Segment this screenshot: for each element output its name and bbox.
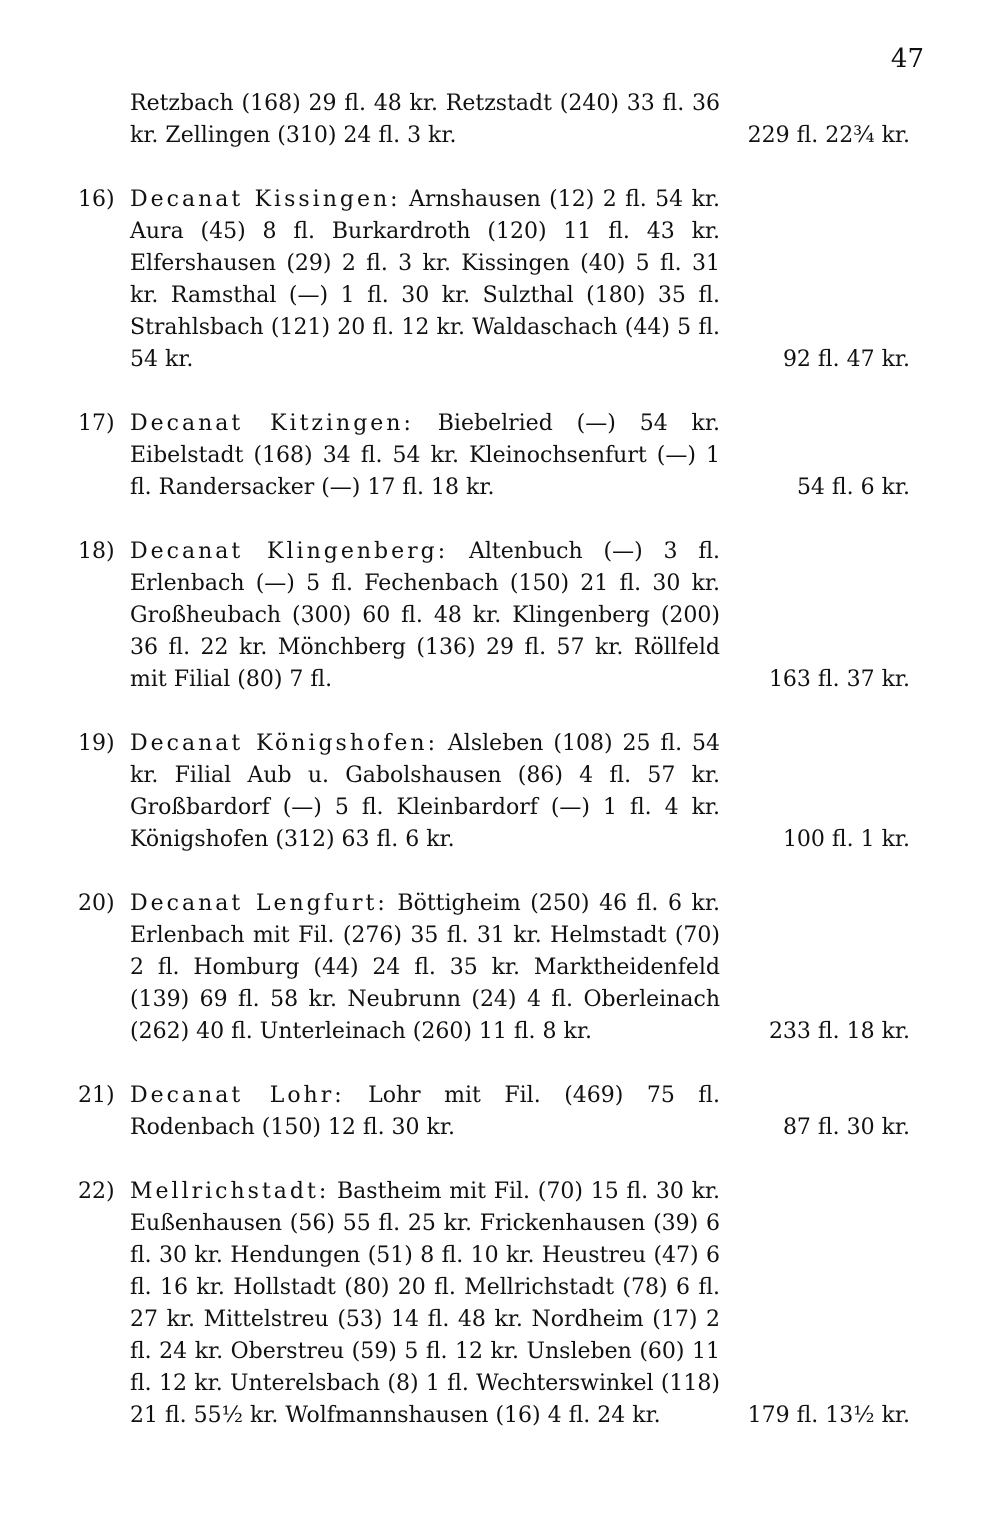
entry-19 xyxy=(78,728,918,856)
entry-number: 22) xyxy=(78,1179,115,1204)
entry-number: 21) xyxy=(78,1083,115,1108)
entry-18 xyxy=(78,536,918,696)
entry-text: Biebelried (—) 54 kr. Eibelstadt (168) 34 fl. 54 kr. Kleinochsenfurt (—) 1 fl. Randersacker (—) 17 fl. 18 kr. xyxy=(130,411,720,500)
entry-text: Böttigheim (250) 46 fl. 6 kr. Erlenbach mit Fil. (276) 35 fl. 31 kr. Helmstadt (70) 2 fl. Homburg (44) 24 fl. 35 kr. Marktheidenfeld (139) 69 fl. 58 kr. Neubrunn (24) 4 fl. Oberleinach (262) 40 fl. Unterleinach (260) 11 fl. 8 kr. xyxy=(130,891,720,1044)
entry-body xyxy=(130,408,720,504)
entry-list xyxy=(78,88,918,1464)
page-number: 47 xyxy=(890,44,924,74)
decanat-name: Decanat Königshofen: xyxy=(130,731,438,756)
entry-continuation xyxy=(78,88,918,152)
entry-total: 229 fl. 22¾ kr. xyxy=(747,123,910,148)
decanat-name: Decanat Kitzingen: xyxy=(130,411,414,436)
decanat-name: Decanat Lengfurt: xyxy=(130,891,388,916)
entry-total: 179 fl. 13½ kr. xyxy=(747,1403,910,1428)
entry-body xyxy=(130,728,720,856)
decanat-name: Decanat Kissingen: xyxy=(130,187,401,212)
entry-total: 100 fl. 1 kr. xyxy=(782,827,910,852)
entry-text: Bastheim mit Fil. (70) 15 fl. 30 kr. Eußenhausen (56) 55 fl. 25 kr. Frickenhausen (39) 6 fl. 30 kr. Hendungen (51) 8 fl. 10 kr. Heustreu (47) 6 fl. 16 kr. Hollstadt (80) 20 fl. Mellrichstadt (78) 6 fl. 27 kr. Mittelstreu (53) 14 fl. 48 kr. Nordheim (17) 2 fl. 24 kr. Oberstreu (59) 5 fl. 12 kr. Unsleben (60) 11 fl. 12 kr. Unterelsbach (8) 1 fl. Wechterswinkel (118) 21 fl. 55½ kr. Wolfmannshausen (16) 4 fl. 24 kr. xyxy=(130,1179,720,1428)
entry-total: 87 fl. 30 kr. xyxy=(782,1115,910,1140)
entry-text: Retzbach (168) 29 fl. 48 kr. Retzstadt (240) 33 fl. 36 kr. Zellingen (310) 24 fl. 3 kr. xyxy=(130,91,720,148)
entry-total: 54 fl. 6 kr. xyxy=(796,475,910,500)
entry-total: 233 fl. 18 kr. xyxy=(768,1019,910,1044)
entry-22 xyxy=(78,1176,918,1432)
entry-body xyxy=(130,888,720,1048)
entry-number: 20) xyxy=(78,891,115,916)
entry-body xyxy=(130,1176,720,1432)
entry-17 xyxy=(78,408,918,504)
entry-text: Alsleben (108) 25 fl. 54 kr. Filial Aub u. Gabolshausen (86) 4 fl. 57 kr. Großbardorf (—) 5 fl. Kleinbardorf (—) 1 fl. 4 kr. Königshofen (312) 63 fl. 6 kr. xyxy=(130,731,720,852)
decanat-name: Decanat Lohr: xyxy=(130,1083,345,1108)
entry-20 xyxy=(78,888,918,1048)
entry-total: 163 fl. 37 kr. xyxy=(768,667,910,692)
decanat-name: Decanat Klingenberg: xyxy=(130,539,449,564)
entry-body xyxy=(130,1080,720,1144)
entry-16 xyxy=(78,184,918,376)
entry-number: 19) xyxy=(78,731,115,756)
entry-total: 92 fl. 47 kr. xyxy=(782,347,910,372)
entry-21 xyxy=(78,1080,918,1144)
entry-number: 16) xyxy=(78,187,115,212)
entry-text: Altenbuch (—) 3 fl. Erlenbach (—) 5 fl. Fechenbach (150) 21 fl. 30 kr. Großheubach (300) 60 fl. 48 kr. Klingenberg (200) 36 fl. 22 kr. Mönchberg (136) 29 fl. 57 kr. Röllfeld mit Filial (80) 7 fl. xyxy=(130,539,720,692)
entry-number: 17) xyxy=(78,411,115,436)
entry-body xyxy=(130,536,720,696)
entry-text: Lohr mit Fil. (469) 75 fl. Rodenbach (150) 12 fl. 30 kr. xyxy=(130,1083,720,1140)
entry-body xyxy=(130,184,720,376)
decanat-name: Mellrichstadt: xyxy=(130,1179,330,1204)
entry-number: 18) xyxy=(78,539,115,564)
entry-text: Arnshausen (12) 2 fl. 54 kr. Aura (45) 8 fl. Burkardroth (120) 11 fl. 43 kr. Elfershausen (29) 2 fl. 3 kr. Kissingen (40) 5 fl. 31 kr. Ramsthal (—) 1 fl. 30 kr. Sulzthal (180) 35 fl. Strahlsbach (121) 20 fl. 12 kr. Waldaschach (44) 5 fl. 54 kr. xyxy=(130,187,720,372)
